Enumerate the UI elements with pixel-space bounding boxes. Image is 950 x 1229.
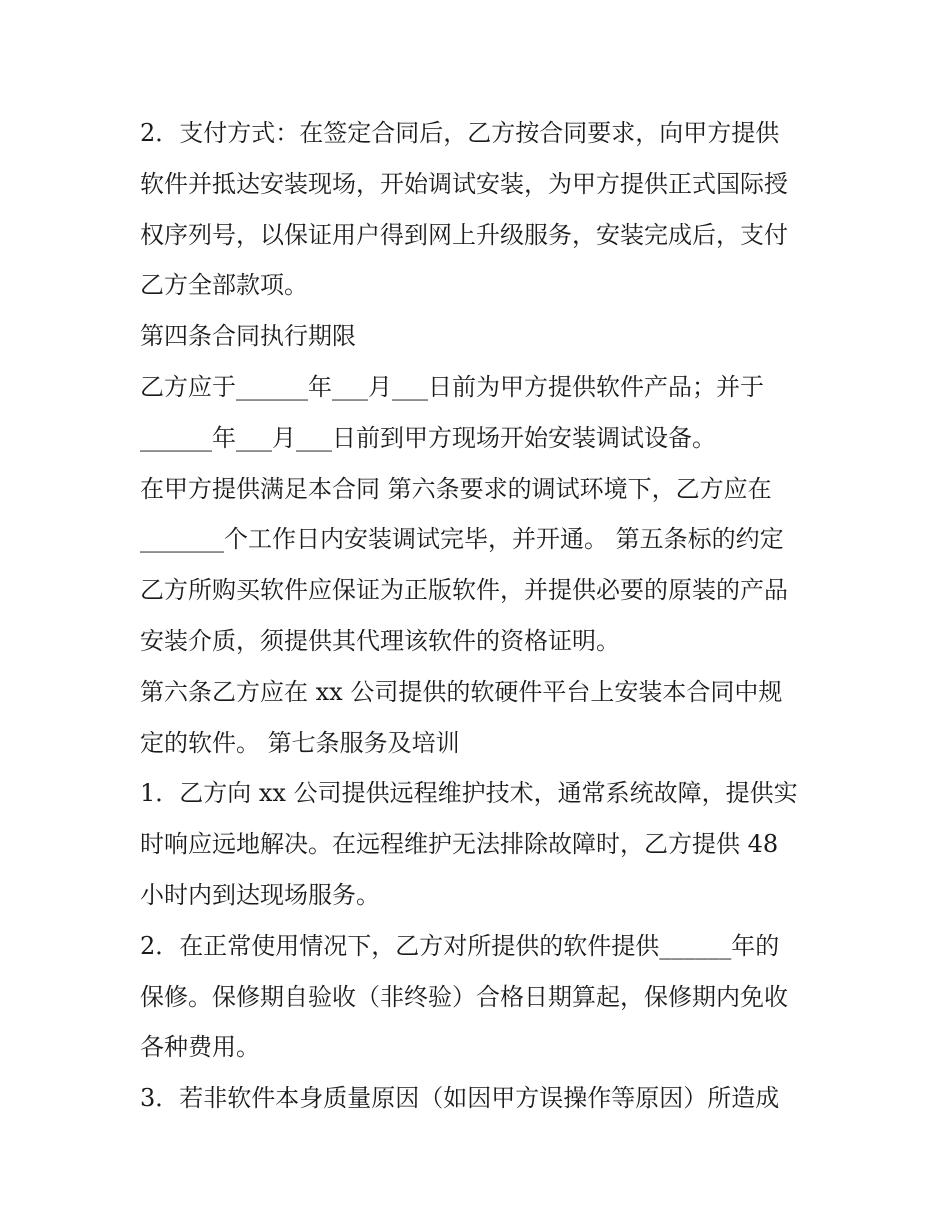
text-line: 安装介质，须提供其代理该软件的资格证明。: [140, 626, 620, 655]
text-line: 乙方应于______年___月___日前为甲方提供软件产品；并于: [140, 372, 764, 401]
text-line: 各种费用。: [140, 1033, 260, 1062]
text-line: 小时内到达现场服务。: [140, 880, 380, 909]
text-line: 时响应远地解决。在远程维护无法排除故障时，乙方提供 48: [140, 830, 779, 859]
text-line: 定的软件。 第七条服务及培训: [140, 728, 460, 757]
text-line: 2．支付方式：在签定合同后，乙方按合同要求，向甲方提供: [140, 119, 780, 147]
text-line: 权序列号，以保证用户得到网上升级服务，安装完成后，支付: [140, 220, 788, 249]
text-line: 第六条乙方应在 xx 公司提供的软硬件平台上安装本合同中规: [140, 677, 783, 706]
text-line: 乙方所购买软件应保证为正版软件，并提供必要的原装的产品: [140, 576, 788, 605]
text-line: 3．若非软件本身质量原因（如因甲方误操作等原因）所造成: [140, 1084, 780, 1113]
text-line: ______年___月___日前到甲方现场开始安装调试设备。: [140, 423, 716, 452]
contract-text: [140, 108, 830, 1124]
text-line: 软件并抵达安装现场，开始调试安装，为甲方提供正式国际授: [140, 169, 788, 198]
section-heading: 第四条合同执行期限: [140, 322, 356, 351]
text-line: 在甲方提供满足本合同 第六条要求的调试环境下，乙方应在: [140, 474, 772, 503]
text-line: 乙方全部款项。: [140, 271, 308, 300]
text-line: 1．乙方向 xx 公司提供远程维护技术，通常系统故障，提供实: [140, 779, 798, 808]
text-line: 保修。保修期自验收（非终验）合格日期算起，保修期内免收: [140, 982, 788, 1011]
text-line: 2．在正常使用情况下，乙方对所提供的软件提供______年的: [140, 931, 780, 960]
text-line: _______个工作日内安装调试完毕，并开通。 第五条标的约定: [140, 525, 784, 554]
